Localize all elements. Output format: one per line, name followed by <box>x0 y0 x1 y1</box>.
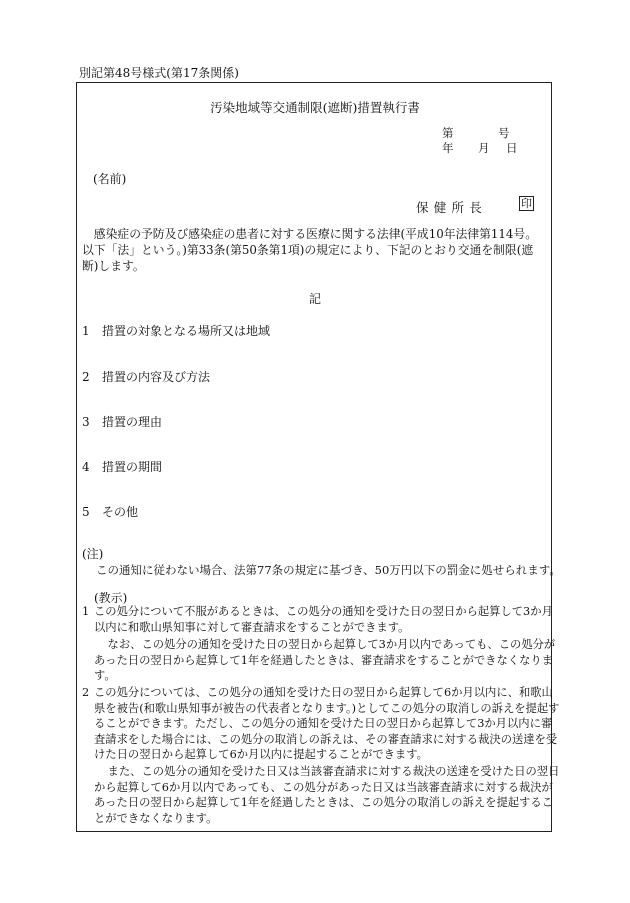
date-year: 年 <box>442 141 454 155</box>
item-number: 4 <box>82 460 90 474</box>
instruction-paragraph-1 <box>82 604 560 635</box>
item-label: 措置の対象となる場所又は地域 <box>102 324 271 338</box>
date-day: 日 <box>506 141 518 155</box>
seal-mark: 印 <box>521 197 532 210</box>
instruction-paragraph-2 <box>82 685 560 763</box>
document-number <box>442 125 510 141</box>
number-go: 号 <box>498 126 510 140</box>
body-text: 感染症の予防及び感染症の患者に対する医療に関する法律(平成10年法律第114号。以下「法」という。)第33条(第50条第1項)の規定により、下記のとおり交通を制限(遮断)します。 <box>82 227 538 273</box>
date-month: 月 <box>478 141 490 155</box>
item-target-area <box>82 322 270 339</box>
note-text: この通知に従わない場合、法第77条の規定に基づき、50万円以下の罰金に処せられます。 <box>96 563 561 577</box>
item-number: 2 <box>82 370 90 384</box>
item-number: 1 <box>82 324 90 338</box>
item-label: 措置の理由 <box>102 415 163 429</box>
item-label: 措置の内容及び方法 <box>102 370 211 384</box>
recipient-name: (名前) <box>93 172 127 186</box>
item-content-method <box>82 368 210 385</box>
item-reason <box>82 413 162 430</box>
item-number: 3 <box>82 415 90 429</box>
paragraph-number: 2 <box>82 686 90 699</box>
paragraph-text: この処分については、この処分の通知を受けた日の翌日から起算して6か月以内に、和歌山県を被告(和歌山県知事が被告の代表者となります。)としてこの処分の取消しの訴えを提起することができます。ただし、この処分の通知を受けた日の翌日から起算して3か月以内に審査請求をした場合には、この処分の取消しの訴えは、その審査請求に対する裁決の送達を受けた日の翌日から起算して6か月以内に提起することができます。 <box>94 686 560 762</box>
document-title: 汚染地域等交通制限(遮断)措置執行書 <box>210 100 420 115</box>
item-period <box>82 458 162 475</box>
issuer-title: 保健所長 <box>416 200 488 215</box>
number-dai: 第 <box>442 126 454 140</box>
form-label: 別記第48号様式(第17条関係) <box>79 66 239 80</box>
instruction-heading: (教示) <box>94 591 128 605</box>
ki-heading: 記 <box>308 292 321 306</box>
item-other <box>82 503 138 520</box>
item-label: 措置の期間 <box>102 460 163 474</box>
item-number: 5 <box>82 505 90 519</box>
item-label: その他 <box>102 505 139 519</box>
paragraph-text: この処分について不服があるときは、この処分の通知を受けた日の翌日から起算して3か月以内に和歌山県知事に対して審査請求をすることができます。 <box>94 605 553 634</box>
note-heading: (注) <box>82 547 104 561</box>
document-date <box>442 140 518 156</box>
paragraph-number: 1 <box>82 605 90 618</box>
instruction-paragraph-1-supplement: なお、この処分の通知を受けた日の翌日から起算して3か月以内であっても、この処分があった日の翌日から起算して1年を経過したときは、審査請求をすることができなくなります。 <box>94 638 556 683</box>
instruction-paragraph-2-supplement: また、この処分の通知を受けた日又は当該審査請求に対する裁決の送達を受けた日の翌日から起算して6か月以内であっても、この処分があった日又は当該審査請求に対する裁決があった日の翌日から起算して1年を経過したときは、この処分の取消しの訴えを提起することができなくなります。 <box>94 765 560 825</box>
